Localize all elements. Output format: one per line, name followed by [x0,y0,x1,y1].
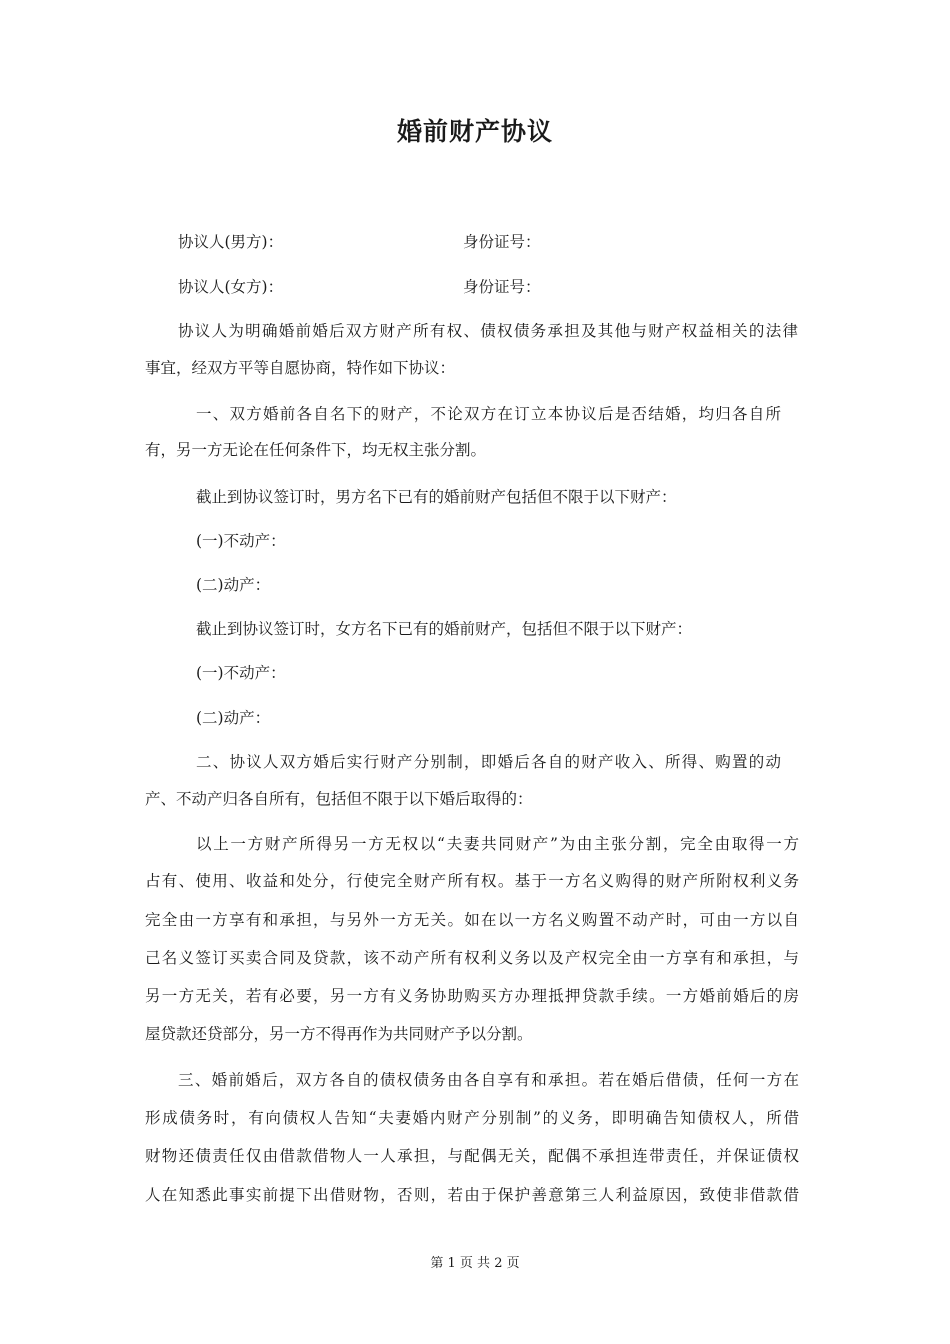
paragraph-line: 协议人为明确婚前婚后双方财产所有权、债权债务承担及其他与财产权益相关的法律 [178,322,798,340]
paragraph-line: 一、双方婚前各自名下的财产，不论双方在订立本协议后是否结婚，均归各自所 [196,405,781,423]
paragraph-line: 有，另一方无论在任何条件下，均无权主张分割。 [145,441,487,459]
document-title: 婚前财产协议 [396,117,553,146]
paragraph-line: 形成债务时，有向债权人告知“夫妻婚内财产分别制”的义务，即明确告知债权人，所借 [145,1109,799,1127]
paragraph-line: 财物还债责任仅由借款借物人一人承担，与配偶无关，配偶不承担连带责任，并保证债权 [145,1147,799,1165]
paragraph-line: 占有、使用、收益和处分，行使完全财产所有权。基于一方名义购得的财产所附权利义务 [145,872,799,890]
party-male-id-label: 身份证号： [463,233,541,251]
paragraph-line: 事宜，经双方平等自愿协商，特作如下协议： [145,359,456,377]
paragraph-line: 产、不动产归各自所有，包括但不限于以下婚后取得的： [145,790,533,808]
party-female-id-label: 身份证号： [463,278,541,296]
paragraph-line: (一)不动产： [196,532,286,550]
paragraph-line: (二)动产： [196,576,271,594]
page-footer: 第 1 页 共 2 页 [430,1256,520,1271]
paragraph-line: 截止到协议签订时，男方名下已有的婚前财产包括但不限于以下财产： [196,488,677,506]
paragraph-line: 己名义签订买卖合同及贷款，该不动产所有权利义务以及产权完全由一方享有和承担，与 [145,949,799,967]
paragraph-line: 完全由一方享有和承担，与另外一方无关。如在以一方名义购置不动产时，可由一方以自 [145,911,799,929]
paragraph-line: 三、婚前婚后，双方各自的债权债务由各自享有和承担。若在婚后借债，任何一方在 [178,1071,799,1089]
paragraph-line: 以上一方财产所得另一方无权以“夫妻共同财产”为由主张分割，完全由取得一方 [196,835,799,853]
party-female-label: 协议人(女方)： [178,278,284,296]
paragraph-line: 另一方无关，若有必要，另一方有义务协助购买方办理抵押贷款手续。一方婚前婚后的房 [145,987,799,1005]
paragraph-line: (二)动产： [196,709,271,727]
paragraph-line: 屋贷款还贷部分，另一方不得再作为共同财产予以分割。 [145,1025,533,1043]
paragraph-line: 二、协议人双方婚后实行财产分别制，即婚后各自的财产收入、所得、购置的动 [196,753,781,771]
paragraph-line: 人在知悉此事实前提下出借财物，否则，若由于保护善意第三人利益原因，致使非借款借 [145,1186,799,1204]
paragraph-line: 截止到协议签订时，女方名下已有的婚前财产，包括但不限于以下财产： [196,620,693,638]
paragraph-line: (一)不动产： [196,664,286,682]
party-male-label: 协议人(男方)： [178,233,284,251]
